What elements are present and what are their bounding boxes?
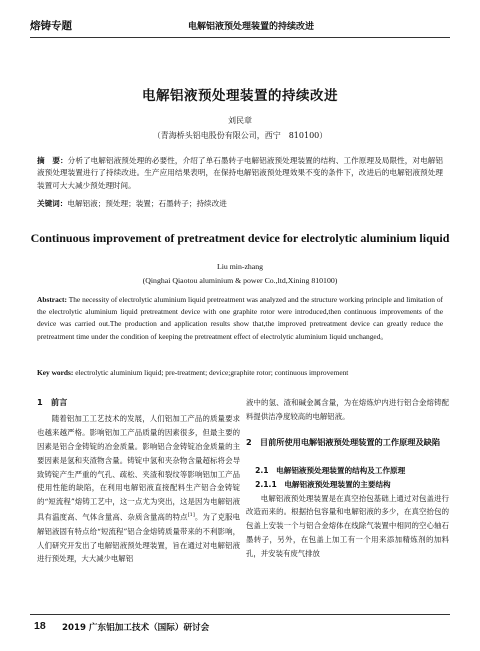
section-2-paragraph: 电解铝液预处理装置是在真空抬包基础上通过对包盖进行改造而来的。根据抬包容量和电解铝液的多少，在真空抬包的包盖上安装一个与铝合金熔体在线除气装置中相同的空心轴石墨转子，另外，在包盖上加工有一个用来添加精炼剂的加料孔，并安装有废气排放 [246, 493, 449, 559]
keywords-cn-text: 电解铝液；预处理；装置；石墨转子；持续改进 [67, 199, 227, 208]
affiliation-cn: （青海桥头铝电股份有限公司，西宁 810100） [152, 131, 328, 140]
page-number: 18 [34, 620, 46, 632]
section-1-paragraph [37, 412, 240, 566]
keywords-en-label: Key words: [37, 368, 74, 377]
body-column-left [37, 396, 240, 566]
journal-name: 2019 广东铝加工技术（国际）研讨会 [62, 623, 210, 633]
abstract-cn [37, 155, 443, 192]
subsection-2-1-1-heading: 2.1.1 电解铝液预处理装置的主要结构 [255, 479, 391, 489]
affiliation-en: (Qinghai Qiaotou aluminium & power Co.,ltd,Xining 810100) [142, 276, 338, 285]
page-header [30, 14, 450, 38]
subsection-2-1-heading: 2.1 电解铝液预处理装置的结构及工作原理 [255, 465, 406, 475]
page-footer [30, 614, 450, 636]
paper-title-en: Continuous improvement of pretreatment device for electrolytic aluminium liquid [30, 231, 450, 245]
author-en: Liu min-zhang [216, 262, 264, 271]
section-tag: 熔铸专题 [30, 20, 72, 32]
citation-ref: [1] [187, 512, 195, 519]
keywords-en-text: electrolytic aluminium liquid; pre-treatment; device;graphite rotor; continuous improvement [73, 368, 349, 377]
section-1-text: 随着铝加工工艺技术的发展，人们铝加工产品的质量要求也越来越严格。影响铝加工产品质量的因素很多，但最主要的因素是铝合金铸锭的冶金质量。影响铝合金铸锭冶金质量的主要因素是氢和夹渣物含量。铸锭中氢和夹杂物含量超标将会导致铸锭产生严重的气孔、疏松、夹渣和裂纹等影响铝加工产品使用性能的缺陷，在利用电解铝液直接配料生产铝合金铸锭的“短流程”熔铸工艺中，这一点尤为突出，这是因为电解铝液具有温度高、气体含量高、杂质含量高的特点 [37, 413, 240, 522]
body-column-right [246, 396, 449, 561]
keywords-cn-label: 关键词： [37, 199, 68, 208]
author-cn: 刘民章 [228, 116, 252, 125]
paper-title-cn: 电解铝液预处理装置的持续改进 [142, 88, 338, 104]
section-1-heading: 1 前言 [37, 397, 68, 407]
keywords-cn [37, 198, 443, 210]
keywords-en [37, 367, 443, 379]
running-title: 电解铝液预处理装置的持续改进 [188, 22, 315, 32]
abstract-en-label: Abstract: [37, 295, 67, 304]
abstract-cn-text: 分析了电解铝液预处理的必要性，介绍了单石墨转子电解铝液预处理装置的结构、工作原理及局限性，对电解铝液预处理装置进行了持续改进。生产应用结果表明，在保持电解铝液预处理效果不变的条件下，改进后的电解铝液预处理装置可大大减少预处理时间。 [37, 156, 444, 190]
abstract-cn-label: 摘 要： [37, 156, 68, 165]
continued-paragraph: 液中的氢、渣和碱金属含量，为在熔炼炉内进行铝合金熔铸配料提供洁净度较高的电解铝液。 [246, 398, 449, 421]
section-1-text-tail: 。为了克服电解铝液固有特点给“短流程”铝合金熔铸质量带来的不利影响，人们研究开发出了电解铝液预处理装置，旨在通过对电解铝液进行预处理，大大减少电解铝 [37, 512, 240, 564]
abstract-en [37, 294, 443, 343]
abstract-en-text: The necessity of electrolytic aluminium liquid pretreatment was analyzed and the structure working principle and limitation of the electrolytic aluminium liquid pretreatment device with one graphite rotor were introduced,then continuous improvements of the device was carried out.The production and application results show that,the improved pretreatment device can greatly reduce the pretreatment time under the condition of keeping the pretreatment effect of electrolytic aluminium liquid unchanged。 [37, 295, 443, 341]
section-2-heading: 2 目前所使用电解铝液预处理装置的工作原理及缺陷 [246, 436, 441, 447]
